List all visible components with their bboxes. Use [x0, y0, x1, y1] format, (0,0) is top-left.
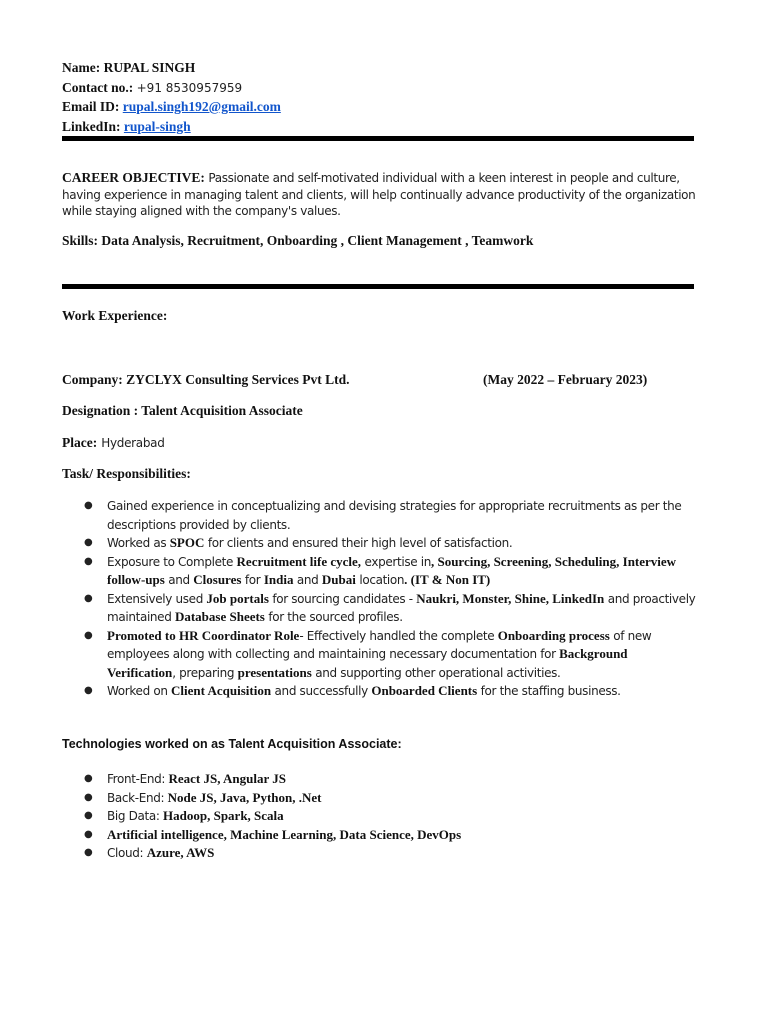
linkedin-label: LinkedIn:	[62, 118, 121, 134]
technologies-list-wrap	[62, 770, 698, 863]
company-line	[62, 372, 698, 388]
responsibilities-list	[62, 497, 698, 701]
bold-text: Artificial intelligence, Machine Learning, Data Science, DevOps	[107, 826, 462, 842]
work-experience-heading: Work Experience:	[62, 308, 168, 323]
responsibility-item	[62, 682, 698, 701]
bold-text: Naukri, Monster, Shine, LinkedIn	[416, 590, 605, 606]
email-label: Email ID:	[62, 99, 120, 114]
name-label: Name:	[62, 60, 101, 75]
text: for	[241, 573, 264, 587]
divider-rule	[62, 136, 694, 141]
text: and proactively maintained	[107, 591, 696, 624]
divider-rule	[62, 284, 694, 289]
linkedin-link[interactable]: rupal-singh	[123, 118, 191, 134]
text: for the staffing business.	[477, 684, 621, 698]
text: expertise in	[361, 554, 431, 569]
technology-item	[62, 770, 698, 789]
responsibility-item	[62, 627, 698, 683]
contact-number: +91 8530957959	[136, 80, 243, 95]
contact-label: Contact no.:	[62, 79, 134, 95]
bold-text: Job portals	[206, 590, 269, 606]
text: of new employees along with collecting and maintaining necessary documentation for	[107, 628, 652, 661]
text: for clients and ensured their high level of satisfaction.	[204, 536, 513, 550]
objective-text: Passionate and self-motivated individual with a keen interest in people and culture, having experience in managing talent and clients, will help continually advance productivity of the organization while staying aligned with the company's values.	[62, 171, 696, 218]
bold-text: India	[263, 572, 294, 587]
bold-text: . (IT & Non IT)	[404, 572, 491, 587]
text: - Effectively handled the complete	[299, 628, 498, 643]
text: Front-End:	[107, 772, 169, 786]
responsibility-item	[62, 497, 698, 534]
technology-item	[62, 826, 698, 845]
bold-text: SPOC	[169, 535, 205, 550]
skills-line: Skills: Data Analysis, Recruitment, Onboarding , Client Management , Teamwork	[62, 233, 534, 248]
text: Extensively used	[107, 591, 207, 606]
place-label: Place:	[62, 435, 98, 450]
candidate-name: RUPAL SINGH	[103, 60, 196, 75]
text: Cloud:	[107, 846, 147, 860]
technology-item	[62, 844, 698, 863]
text: for the sourced profiles.	[264, 610, 403, 624]
bold-text: Azure, AWS	[146, 845, 215, 860]
contact-block	[62, 58, 696, 136]
place-value: Hyderabad	[101, 436, 165, 450]
text: Worked on	[107, 684, 172, 698]
bold-text: Promoted to HR Coordinator Role	[107, 627, 300, 643]
technology-item	[62, 807, 698, 826]
responsibility-item	[62, 553, 698, 590]
text: Exposure to Complete	[107, 554, 237, 569]
email-link[interactable]: rupal.singh192@gmail.com	[122, 99, 281, 114]
tasks-heading: Task/ Responsibilities:	[62, 466, 191, 481]
name-line	[62, 58, 696, 78]
responsibility-item	[62, 534, 698, 553]
bold-text: Background Verification	[107, 646, 628, 680]
bold-text: Dubai	[321, 572, 356, 587]
company-name: Company: ZYCLYX Consulting Services Pvt Ltd.	[62, 372, 350, 387]
career-objective	[62, 170, 698, 220]
bold-text: Hadoop, Spark, Scala	[163, 808, 284, 823]
text: and	[164, 573, 194, 587]
bold-text: Database Sheets	[174, 609, 265, 624]
technology-item	[62, 789, 698, 808]
text: Gained experience in conceptualizing and devising strategies for appropriate recruitments as per the descriptions provided by clients.	[107, 499, 682, 532]
contact-line	[62, 78, 696, 98]
text: Back-End:	[107, 790, 168, 805]
bold-text: Client Acquisition	[171, 683, 272, 698]
bold-text: Closures	[193, 572, 242, 587]
bold-text: React JS, Angular JS	[168, 771, 286, 786]
text: Worked as	[107, 536, 170, 550]
bold-text: Onboarding process	[497, 627, 610, 643]
objective-label: CAREER OBJECTIVE:	[62, 170, 205, 185]
bold-text: Node JS, Java, Python, .Net	[167, 789, 322, 805]
text: and supporting other operational activities.	[311, 665, 561, 680]
text: , preparing	[172, 665, 238, 680]
place-line	[62, 434, 698, 452]
bold-text: , Sourcing, Screening, Scheduling, Interview follow-ups	[107, 553, 677, 587]
bold-text: Recruitment life cycle,	[236, 553, 362, 569]
designation-line: Designation : Talent Acquisition Associate	[62, 403, 303, 418]
linkedin-line	[62, 117, 696, 137]
technologies-list	[62, 770, 698, 863]
text: location	[355, 573, 405, 587]
employment-dates: (May 2022 – February 2023)	[483, 372, 648, 387]
text: for sourcing candidates -	[268, 591, 417, 606]
responsibility-item	[62, 590, 698, 627]
email-line	[62, 97, 696, 117]
text: and	[293, 573, 322, 587]
text: Big Data:	[107, 809, 164, 823]
technologies-heading: Technologies worked on as Talent Acquisition Associate:	[62, 737, 402, 751]
bold-text: presentations	[237, 664, 312, 680]
bold-text: Onboarded Clients	[371, 683, 478, 698]
text: and successfully	[271, 684, 372, 698]
responsibilities-list-wrap	[62, 497, 698, 701]
